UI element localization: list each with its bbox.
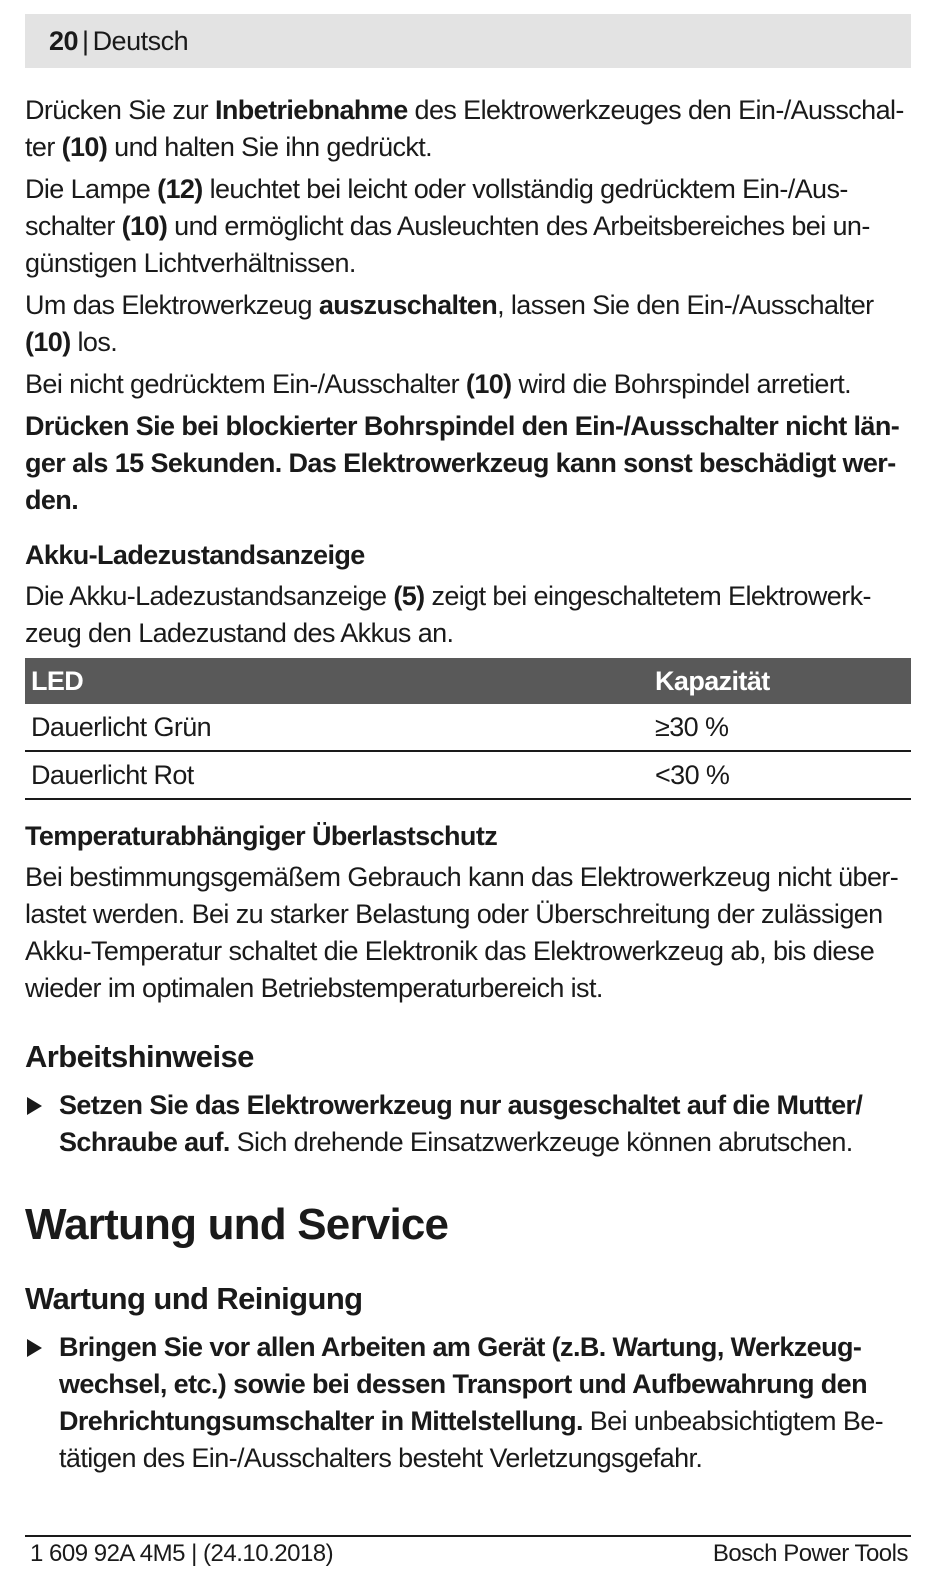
intro-paragraph-2: [25, 171, 911, 282]
bullet-item: [25, 1087, 911, 1161]
bold-text: auszuschalten: [318, 290, 498, 320]
text: des Elektrowerkzeuges den Ein-/Ausschalter: [25, 95, 905, 162]
bold-text: (10): [121, 211, 168, 241]
led-cell: Dauerlicht Rot: [25, 751, 649, 799]
footer-doc-id: 1 609 92A 4M5 | (24.10.2018): [30, 1540, 334, 1567]
page-number: 20: [49, 26, 79, 56]
page-content: [25, 92, 911, 1482]
triangle-bullet-icon: [27, 1339, 42, 1357]
table-header-row: [25, 658, 911, 704]
akku-heading: Akku-Ladezustandsanzeige: [25, 540, 365, 570]
bold-text: (10): [61, 132, 108, 162]
bold-text: Bringen Sie vor allen Arbeiten am Gerät (z.B. Wartung, Werkzeugwechsel, etc.) sowie bei dessen Transport und Aufbewahrung den Drehrichtungsumschalter in Mittelstellung.: [59, 1332, 867, 1436]
wartung-title: Wartung und Service: [25, 1200, 449, 1249]
text: Bei nicht gedrücktem Ein-/Ausschalter: [25, 369, 466, 399]
text: Sich drehende Einsatzwerkzeuge können abrutschen.: [229, 1127, 853, 1157]
text: Die Lampe: [25, 174, 158, 204]
akku-paragraph: [25, 578, 911, 652]
footer-divider: [25, 1535, 911, 1537]
temp-heading: Temperaturabhängiger Überlastschutz: [25, 821, 498, 851]
bullet-item: [25, 1329, 911, 1477]
intro-paragraph-1: [25, 92, 911, 166]
page-header: [25, 14, 911, 68]
column-header-capacity: Kapazität: [649, 658, 911, 704]
bold-text: Inbetriebnahme: [214, 95, 408, 125]
header-language: Deutsch: [92, 26, 189, 56]
column-header-led: LED: [25, 658, 649, 704]
led-capacity-table: [25, 658, 911, 800]
text: Drücken Sie zur: [25, 95, 215, 125]
arbeitshinweise-heading: Arbeitshinweise: [25, 1039, 254, 1074]
bold-text: (12): [157, 174, 203, 204]
intro-paragraph-3: [25, 287, 911, 361]
intro-paragraph-4: [25, 366, 911, 403]
text: wird die Bohrspindel arretiert.: [511, 369, 852, 399]
temp-paragraph: Bei bestimmungsgemäßem Gebrauch kann das Elektrowerkzeug nicht überlastet werden. Bei zu starker Belastung oder Überschreitung der zulässigen Akku-Temperatur schaltet die Elektronik das Elektrowerkzeug ab, bis diese wieder im optimalen Betriebstemperaturbereich ist.: [25, 862, 899, 1003]
led-cell: Dauerlicht Grün: [25, 704, 649, 751]
text: und ermöglicht das Ausleuchten des Arbeitsbereiches bei ungünstigen Lichtverhältnissen.: [25, 211, 871, 278]
text: und halten Sie ihn gedrückt.: [107, 132, 433, 162]
bold-text: (10): [25, 327, 71, 357]
text: zeigt bei eingeschaltetem Elektrowerkzeug den Ladezustand des Akkus an.: [25, 581, 872, 648]
bold-text: (10): [465, 369, 512, 399]
table-row: [25, 704, 911, 751]
bold-text: (5): [393, 581, 425, 611]
text: , lassen Sie den Ein-/Ausschalter: [497, 290, 874, 320]
text: leuchtet bei leicht oder vollständig gedrücktem Ein-/Ausschalter: [25, 174, 849, 241]
warning-text: Drücken Sie bei blockierter Bohrspindel den Ein-/Ausschalter nicht länger als 15 Sekunden. Das Elektrowerkzeug kann sonst beschädigt werden.: [25, 411, 900, 515]
text: Bei unbeabsichtigtem Betätigen des Ein-/Ausschalters besteht Verletzungsgefahr.: [59, 1406, 884, 1473]
header-separator: |: [82, 26, 89, 56]
table-row: [25, 751, 911, 799]
text: Um das Elektrowerkzeug: [25, 290, 319, 320]
triangle-bullet-icon: [27, 1097, 42, 1115]
wartung-subheading: Wartung und Reinigung: [25, 1281, 363, 1316]
capacity-cell: ≥30 %: [649, 704, 911, 751]
capacity-cell: <30 %: [649, 751, 911, 799]
text: los.: [70, 327, 118, 357]
footer-brand: Bosch Power Tools: [712, 1540, 908, 1567]
bold-text: Setzen Sie das Elektrowerkzeug nur ausgeschaltet auf die Mutter/ Schraube auf.: [59, 1090, 863, 1157]
text: Die Akku-Ladezustandsanzeige: [25, 581, 394, 611]
